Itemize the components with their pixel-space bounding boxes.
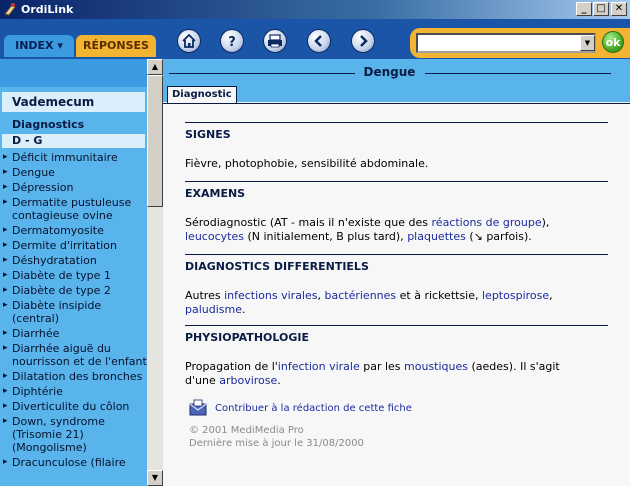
envelope-icon: [189, 399, 207, 417]
link-infections-virales[interactable]: infections virales: [224, 289, 318, 302]
search-input[interactable]: [416, 33, 596, 53]
text: ,: [317, 289, 325, 302]
sidebar-item[interactable]: ▸ Diabète de type 2: [2, 284, 147, 297]
content-pane: [163, 59, 630, 486]
footer: [189, 424, 364, 450]
text: (aedes). Il s'agit d'une: [185, 360, 560, 387]
link-moustiques[interactable]: moustiques: [404, 360, 469, 373]
section-physiopathologie: [185, 325, 608, 388]
sidebar-item[interactable]: ▸ Diabète insipide (central): [2, 299, 147, 325]
sidebar: [0, 59, 147, 486]
section-text: [185, 360, 585, 388]
help-button[interactable]: [220, 29, 244, 53]
section-diagnostics-differentiels: [185, 254, 608, 317]
help-icon: [221, 30, 243, 52]
content-body: [163, 103, 630, 486]
link-leptospirose[interactable]: leptospirose: [482, 289, 550, 302]
scroll-up-button[interactable]: ▲: [147, 59, 163, 75]
text: (N initialement, B plus tard),: [243, 230, 408, 243]
sidebar-item[interactable]: ▸ Dermatomyosite: [2, 224, 147, 237]
forward-icon: [352, 30, 374, 52]
home-icon: [178, 30, 200, 52]
page-title: Dengue: [363, 65, 416, 79]
section-text: [185, 216, 585, 244]
last-update: Dernière mise à jour le 31/08/2000: [189, 438, 364, 449]
sidebar-item[interactable]: ▸ Diphtérie: [2, 385, 147, 398]
section-rule: [185, 181, 608, 182]
section-rule: [185, 325, 608, 326]
section-title: PHYSIOPATHOLOGIE: [185, 331, 309, 344]
link-leucocytes[interactable]: leucocytes: [185, 230, 244, 243]
sidebar-item[interactable]: ▸ Déficit immunitaire: [2, 151, 147, 164]
link-plaquettes[interactable]: plaquettes: [407, 230, 466, 243]
link-arbovirose[interactable]: arbovirose: [219, 374, 278, 387]
title-bar: [0, 0, 630, 19]
minimize-button[interactable]: _: [576, 2, 592, 16]
text: Autres: [185, 289, 225, 302]
window-title: OrdiLink: [21, 3, 74, 16]
search-dropdown-button[interactable]: ▼: [580, 35, 595, 51]
sidebar-item[interactable]: ▸ Down, syndrome (Trisomie 21) (Mongolisme): [2, 415, 147, 454]
sidebar-item[interactable]: ▸ Dengue: [2, 166, 147, 179]
back-icon: [308, 30, 330, 52]
sidebar-list: [2, 151, 147, 471]
print-button[interactable]: [263, 29, 287, 53]
sidebar-item[interactable]: ▸ Dermite d'irritation: [2, 239, 147, 252]
text: ),: [541, 216, 550, 229]
section-signes: [185, 122, 608, 171]
sidebar-item[interactable]: ▸ Dracunculose (filaire: [2, 456, 147, 469]
maximize-button[interactable]: □: [593, 2, 609, 16]
text: .: [242, 303, 246, 316]
sidebar-heading: Vademecum: [2, 92, 145, 112]
link-paludisme[interactable]: paludisme: [185, 303, 243, 316]
text: (↘ parfois).: [465, 230, 532, 243]
sidebar-item[interactable]: ▸ Diarrhée aiguë du nourrisson et de l'enfant: [2, 342, 147, 368]
back-button[interactable]: [307, 29, 331, 53]
close-button[interactable]: ✕: [611, 2, 627, 16]
content-header: [163, 59, 630, 102]
section-title: DIAGNOSTICS DIFFERENTIELS: [185, 260, 369, 273]
section-examens: [185, 181, 608, 244]
section-text: [185, 289, 585, 317]
link-reactions-de-groupe[interactable]: réactions de groupe: [431, 216, 542, 229]
svg-text:?: ?: [228, 35, 236, 50]
text: .: [277, 374, 281, 387]
app-icon: [3, 2, 18, 17]
section-title: SIGNES: [185, 128, 231, 141]
text: et à rickettsie,: [396, 289, 482, 302]
contribute-text[interactable]: Contribuer à la rédaction de cette fiche: [215, 403, 412, 414]
title-rule-right: [425, 73, 611, 74]
tab-reponses[interactable]: RÉPONSES: [76, 35, 156, 57]
tab-index[interactable]: INDEX ▾: [4, 35, 74, 57]
home-button[interactable]: [177, 29, 201, 53]
toolbar: [0, 19, 630, 59]
print-icon: [264, 30, 286, 52]
sidebar-scrollbar[interactable]: [147, 59, 163, 486]
sidebar-item[interactable]: ▸ Diabète de type 1: [2, 269, 147, 282]
section-rule: [185, 122, 608, 123]
sidebar-item[interactable]: ▸ Dilatation des bronches: [2, 370, 147, 383]
link-infection-virale[interactable]: infection virale: [277, 360, 360, 373]
text: Sérodiagnostic (AT - mais il n'existe que des: [185, 216, 432, 229]
scroll-down-button[interactable]: ▼: [147, 470, 163, 486]
sidebar-category[interactable]: Diagnostics: [12, 118, 85, 131]
text: Propagation de l': [185, 360, 278, 373]
section-text: Fièvre, photophobie, sensibilité abdominale.: [185, 157, 429, 170]
search-area: [410, 28, 630, 58]
sidebar-range[interactable]: D - G: [2, 134, 145, 148]
sidebar-item[interactable]: ▸ Diarrhée: [2, 327, 147, 340]
section-rule: [185, 254, 608, 255]
tab-diagnostic[interactable]: Diagnostic: [167, 86, 237, 103]
sidebar-item[interactable]: ▸ Déshydratation: [2, 254, 147, 267]
sidebar-header: [0, 59, 147, 87]
sidebar-item[interactable]: ▸ Dépression: [2, 181, 147, 194]
sidebar-item[interactable]: ▸ Dermatite pustuleuse contagieuse ovine: [2, 196, 147, 222]
section-title: EXAMENS: [185, 187, 246, 200]
ok-button[interactable]: ok: [602, 31, 624, 53]
text: ,: [549, 289, 553, 302]
sidebar-item[interactable]: ▸ Diverticulite du côlon: [2, 400, 147, 413]
link-bacteriennes[interactable]: bactériennes: [324, 289, 397, 302]
text: par les: [359, 360, 405, 373]
copyright: © 2001 MediMedia Pro: [189, 425, 304, 436]
scroll-thumb[interactable]: [147, 75, 163, 207]
forward-button[interactable]: [351, 29, 375, 53]
